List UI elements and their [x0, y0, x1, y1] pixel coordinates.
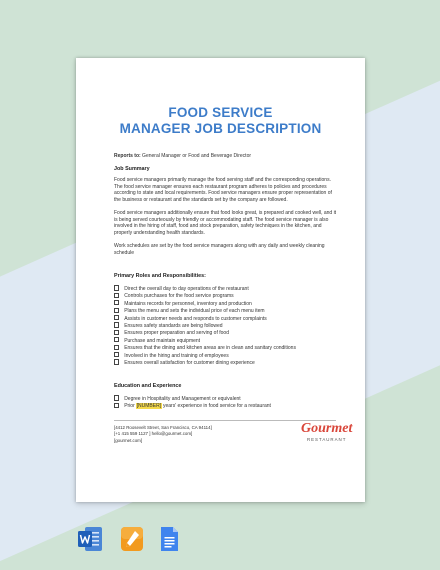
list-item: Ensures that the dining and kitchen areas are in clean and sanitary conditions [114, 345, 354, 352]
checkbox-icon [114, 308, 119, 313]
document-title-line1: FOOD SERVICE [168, 105, 273, 120]
list-item: Involved in the hiring and training of employees [114, 353, 354, 360]
word-icon[interactable] [77, 526, 103, 552]
address-line-3: [gourmet.com] [114, 437, 143, 443]
checkbox-icon [114, 395, 119, 400]
roles-list [114, 286, 354, 367]
list-item: Ensures safety standards are being followed [114, 323, 354, 330]
checkbox-icon [114, 285, 119, 290]
education-list [114, 396, 354, 411]
list-item: Maintains records for personnel, inventory and production [114, 301, 354, 308]
google-docs-icon[interactable] [160, 526, 179, 552]
summary-paragraph-1: Food service managers primarily manage the food serving staff and the corresponding operations. The food service manager ensures each restaurant program adheres to policies and procedures according to state and local requirements. Food service managers ensure proper representation of the business or restaurant and the standards set by the company are followed. [114, 177, 332, 203]
list-item: Purchase and maintain equipment [114, 338, 354, 345]
list-item: Prior [NUMBER] years' experience in food service for a restaurant [114, 403, 354, 410]
checkbox-icon [114, 293, 119, 298]
reports-to-value: General Manager or Food and Beverage Director [140, 153, 252, 159]
reports-to-label: Reports to: [114, 153, 141, 159]
checkbox-icon [114, 300, 119, 305]
education-heading: Education and Experience [114, 383, 182, 389]
address-line-2: [+1 415 559 1127 ] hello@gourmet.com] [114, 431, 193, 437]
summary-paragraph-2: Food service managers additionally ensure that food looks great, is prepared and cooked well, and it is being served courteously by friendly or accommodating staff. The food service manager is also involved in the hiring of staff, food and stock preparation, safety techniques in the kitchen, and properly understanding health standards. [114, 210, 337, 236]
list-item: Ensures proper preparation and serving of food [114, 330, 354, 337]
gourmet-logo [301, 422, 352, 442]
reports-to-line [114, 153, 340, 160]
roles-heading: Primary Roles and Responsibilities: [114, 273, 206, 279]
job-summary-heading: Job Summary [114, 166, 150, 172]
address-line-1: [4412 Roosevelt Street, San Francisco, CA 94114] [114, 425, 212, 430]
list-item: Direct the overall day to day operations of the restaurant [114, 286, 354, 293]
checkbox-icon [114, 352, 119, 357]
checkbox-icon [114, 330, 119, 335]
summary-paragraph-3: Work schedules are set by the food service managers along with any daily and weekly cleaning schedule [114, 243, 325, 256]
logo-subtitle: RESTAURANT [306, 437, 347, 442]
checkbox-icon [114, 359, 119, 364]
list-item: Controls purchases for the food service programs [114, 293, 354, 300]
logo-name: Gourmet [301, 421, 353, 436]
checkbox-icon [114, 403, 119, 408]
list-item: Ensures overall satisfaction for customer dining experience [114, 360, 354, 367]
checkbox-icon [114, 322, 119, 327]
list-item: Plans the menu and sets the individual price of each menu item [114, 308, 354, 315]
document-page [76, 58, 365, 502]
checkbox-icon [114, 337, 119, 342]
footer-address [114, 425, 212, 444]
checkbox-icon [114, 345, 119, 350]
checkbox-icon [114, 315, 119, 320]
number-placeholder: [NUMBER] [136, 403, 162, 410]
list-item: Assists in customer needs and responds to customer complaints [114, 316, 354, 323]
list-item: Degree in Hospitality and Management or equivalent [114, 396, 354, 403]
document-title-line2: MANAGER JOB DESCRIPTION [119, 121, 322, 136]
pages-icon[interactable] [120, 526, 144, 552]
